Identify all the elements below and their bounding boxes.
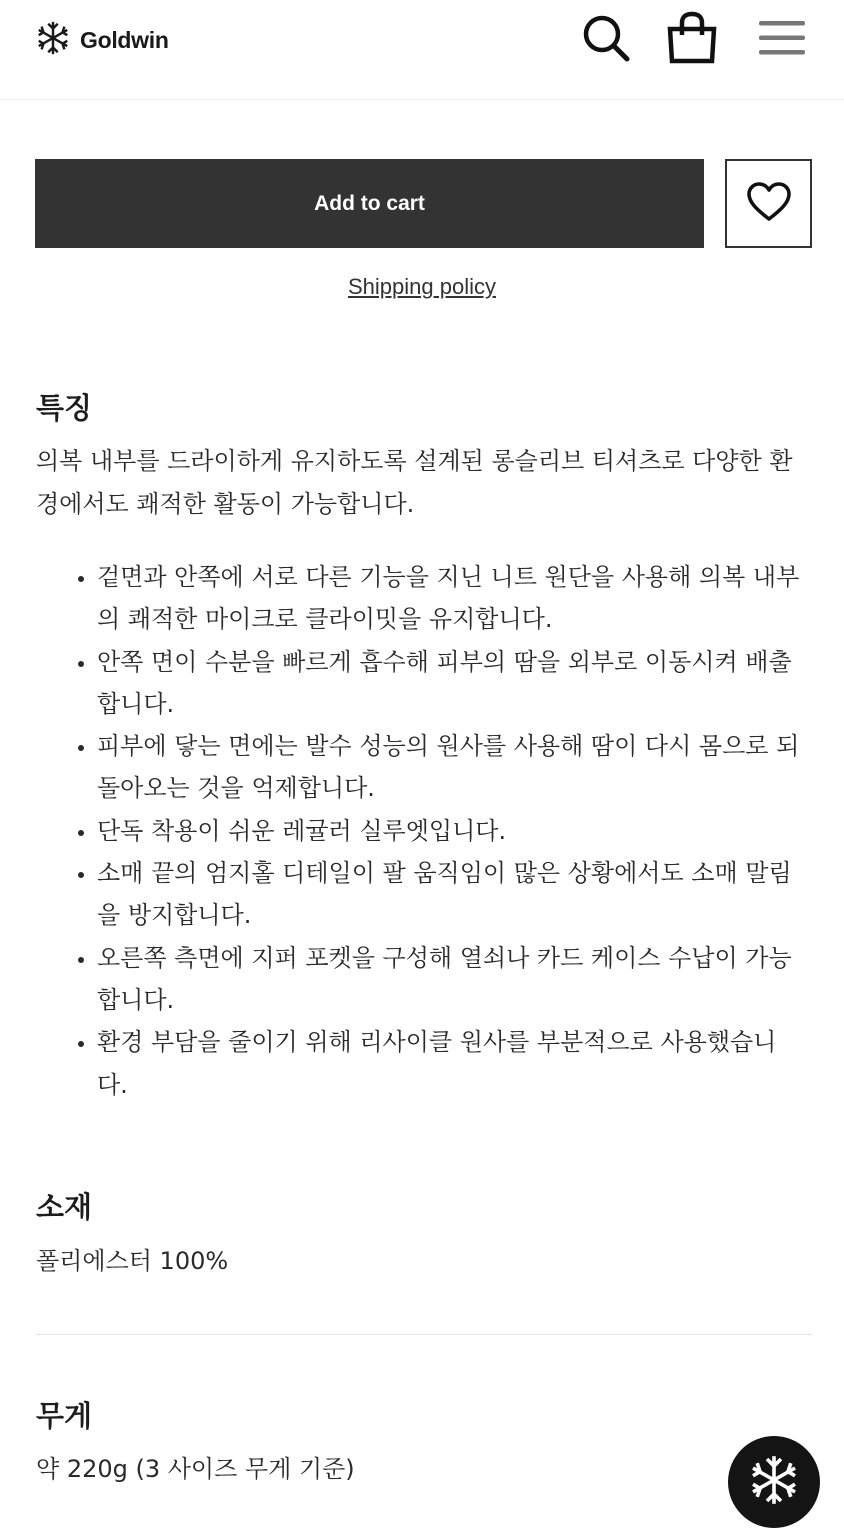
list-item: • 소매 끝의 엄지홀 디테일이 팔 움직임이 많은 상황에서도 소매 말림을 방지합니다. <box>97 852 806 937</box>
section-divider <box>36 1334 812 1335</box>
hamburger-menu-icon <box>757 18 807 62</box>
weight-value: 약 220g (3 사이즈 무게 기준) <box>36 1455 355 1483</box>
menu-button[interactable] <box>754 12 810 68</box>
list-item: • 단독 착용이 쉬운 레귤러 실루엣입니다. <box>97 810 806 852</box>
brand-name: Goldwin <box>80 26 169 53</box>
features-title: 특징 <box>36 391 93 425</box>
goldwin-snowflake-icon <box>746 1452 802 1512</box>
add-to-cart-button[interactable]: Add to cart <box>35 159 704 248</box>
heart-icon <box>746 181 792 227</box>
list-item: • 환경 부담을 줄이기 위해 리사이클 원사를 부분적으로 사용했습니다. <box>97 1021 806 1106</box>
chat-button[interactable] <box>728 1436 820 1528</box>
list-item: • 피부에 닿는 면에는 발수 성능의 원사를 사용해 땀이 다시 몸으로 되돌아오는 것을 억제합니다. <box>97 725 806 810</box>
weight-title: 무게 <box>36 1399 93 1433</box>
brand-logo[interactable] <box>34 20 169 60</box>
search-button[interactable] <box>578 12 634 68</box>
material-title: 소재 <box>36 1190 93 1224</box>
site-header <box>0 0 844 100</box>
features-list <box>36 556 806 1106</box>
shipping-policy <box>0 274 844 300</box>
shipping-policy-link[interactable]: Shipping policy <box>348 274 496 299</box>
list-item: • 겉면과 안쪽에 서로 다른 기능을 지닌 니트 원단을 사용해 의복 내부의 쾌적한 마이크로 클라이밋을 유지합니다. <box>97 556 806 641</box>
material-value: 폴리에스터 100% <box>36 1247 229 1275</box>
list-item: • 안쪽 면이 수분을 빠르게 흡수해 피부의 땀을 외부로 이동시켜 배출합니다. <box>97 641 806 726</box>
shopping-bag-icon <box>666 11 718 69</box>
search-icon <box>581 13 631 67</box>
goldwin-snowflake-icon <box>34 19 72 61</box>
cart-button[interactable] <box>664 12 720 68</box>
list-item: • 오른쪽 측면에 지퍼 포켓을 구성해 열쇠나 카드 케이스 수납이 가능합니다. <box>97 937 806 1022</box>
features-description: 의복 내부를 드라이하게 유지하도록 설계된 롱슬리브 티셔츠로 다양한 환경에서도 쾌적한 활동이 가능합니다. <box>36 447 793 518</box>
wishlist-button[interactable] <box>725 159 812 248</box>
